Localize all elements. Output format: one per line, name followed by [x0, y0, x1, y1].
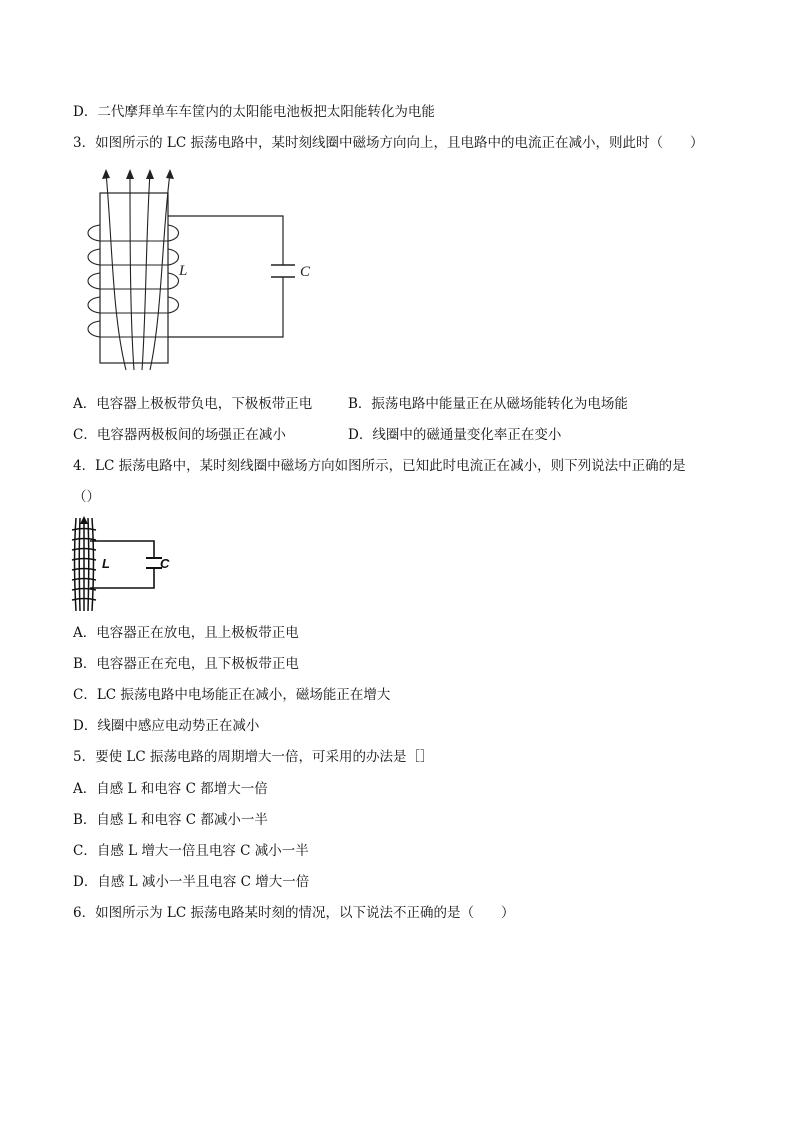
q3-option-d: D．线圈中的磁通量变化率正在变小	[348, 427, 562, 443]
q3-option-a: A．电容器上极板带负电，下极板带正电	[73, 396, 313, 412]
q3-stem: 3．如图所示的 LC 振荡电路中，某时刻线圈中磁场方向向上，且电路中的电流正在减小，则此时（ ）	[73, 135, 704, 151]
prev-question-option-d: D．二代摩拜单车车筐内的太阳能电池板把太阳能转化为电能	[73, 104, 435, 120]
q3-top-wire	[168, 216, 283, 265]
q4-field-arrowhead	[80, 516, 88, 524]
q4-stem-continuation: （）	[73, 489, 100, 505]
q4-option-a: A．电容器正在放电，且上极板带正电	[73, 625, 299, 641]
q4-label-inductor: L	[102, 556, 110, 571]
q3-lc-circuit-figure	[78, 165, 328, 380]
q3-field-lines	[106, 173, 170, 370]
q3-label-capacitor: C	[300, 264, 311, 280]
q3-option-b: B．振荡电路中能量正在从磁场能转化为电场能	[348, 396, 628, 412]
q6-stem: 6．如图所示为 LC 振荡电路某时刻的情况，以下说法不正确的是（ ）	[73, 905, 515, 921]
q3-bottom-wire	[168, 277, 283, 337]
q4-option-c: C．LC 振荡电路中电场能正在减小，磁场能正在增大	[73, 687, 391, 703]
q4-bottom-wire	[90, 568, 154, 588]
q4-option-b: B．电容器正在充电，且下极板带正电	[73, 656, 299, 672]
q5-option-b: B．自感 L 和电容 C 都减小一半	[73, 812, 268, 828]
q5-stem: 5．要使 LC 振荡电路的周期增大一倍，可采用的办法是［］	[73, 749, 434, 765]
q3-coil-turns	[88, 225, 179, 337]
q4-stem: 4．LC 振荡电路中，某时刻线圈中磁场方向如图所示，已知此时电流正在减小，则下列说法中正确的是	[73, 458, 686, 474]
q5-option-d: D．自感 L 减小一半且电容 C 增大一倍	[73, 874, 310, 890]
q4-lc-circuit-figure	[70, 516, 180, 614]
q4-option-d: D．线圈中感应电动势正在减小	[73, 718, 260, 734]
q3-option-c: C．电容器两极板间的场强正在减小	[73, 427, 286, 443]
q3-label-inductor: L	[179, 263, 188, 279]
q3-arrowheads	[102, 169, 174, 179]
q5-option-a: A．自感 L 和电容 C 都增大一倍	[73, 781, 268, 797]
q4-label-capacitor: C	[160, 556, 170, 571]
q4-coil-and-field	[72, 518, 96, 611]
q4-top-wire	[90, 541, 154, 558]
q5-option-c: C．自感 L 增大一倍且电容 C 减小一半	[73, 843, 309, 859]
